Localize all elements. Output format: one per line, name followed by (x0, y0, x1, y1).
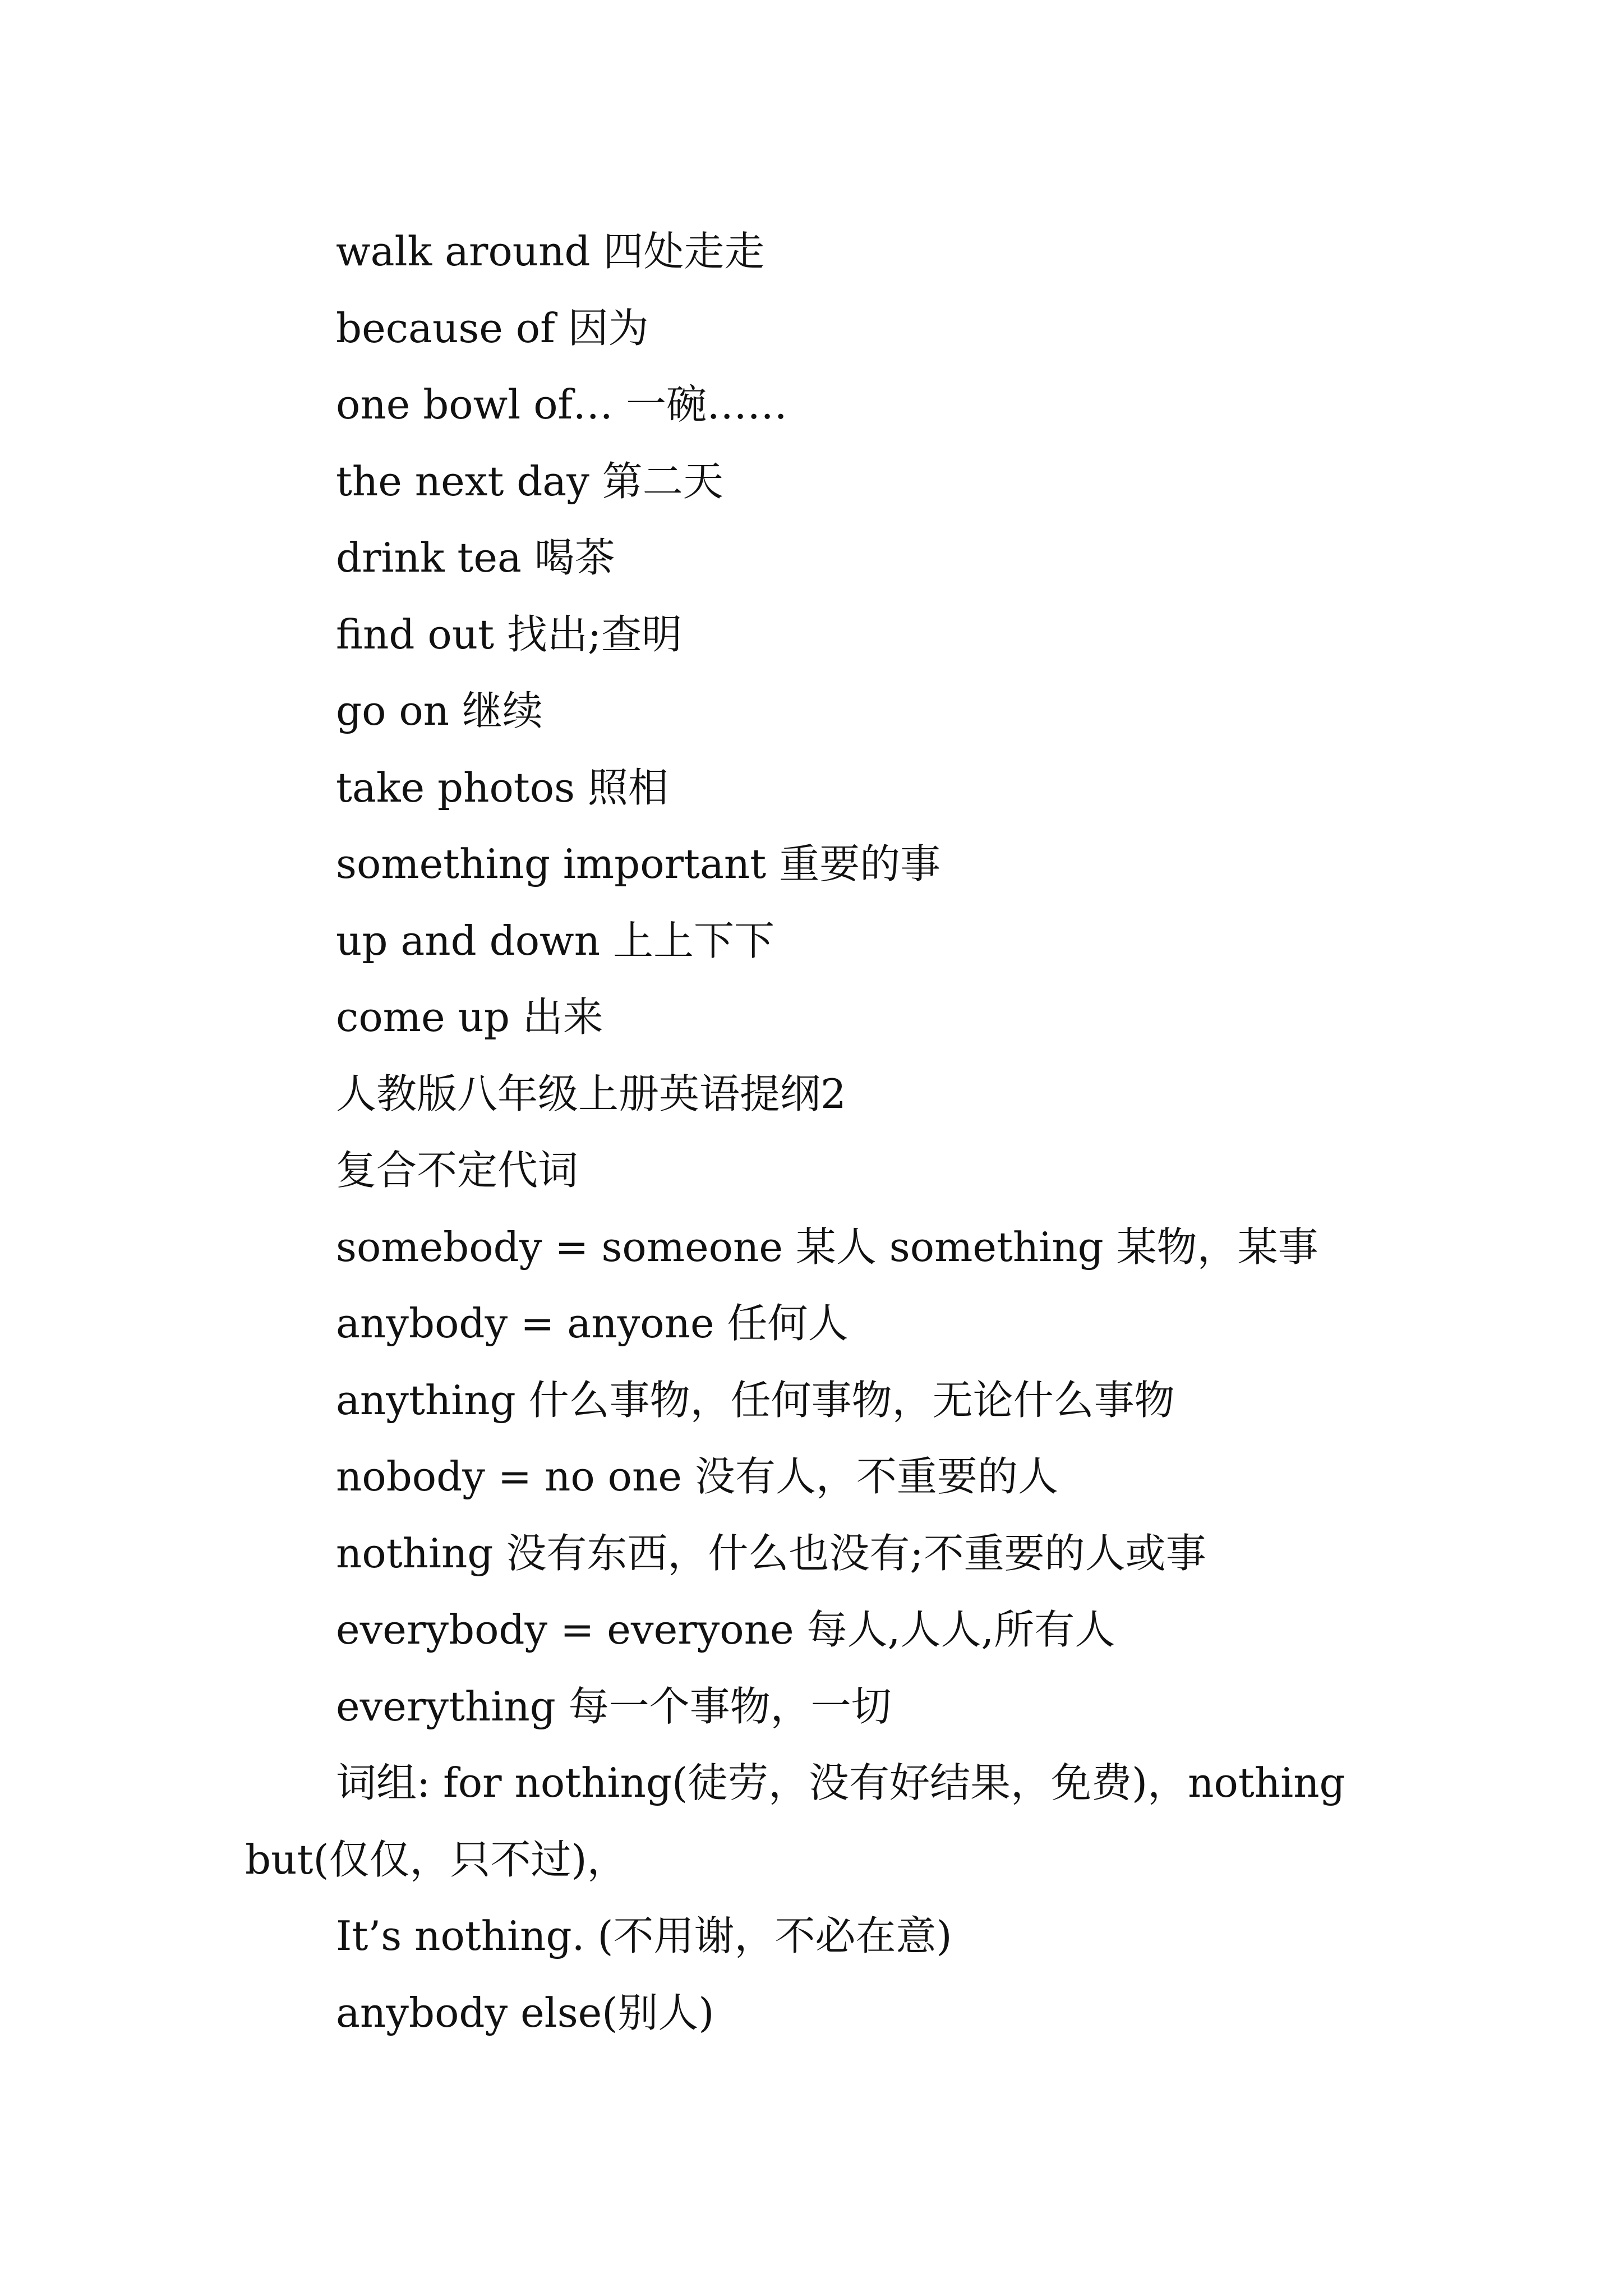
text-line: take photos 照相 (336, 763, 668, 811)
text-line: come up 出来 (336, 993, 603, 1041)
subsection-heading: 复合不定代词 (336, 1147, 579, 1194)
text-line: walk around 四处走走 (336, 228, 765, 275)
text-line: nobody = no one 没有人，不重要的人 (336, 1453, 1058, 1500)
text-line: drink tea 喝茶 (336, 534, 615, 581)
text-line: something important 重要的事 (336, 840, 941, 887)
document-body (245, 213, 1395, 2051)
text-line: It’s nothing. (不用谢，不必在意) (336, 1912, 952, 1959)
text-line: find out 找出;查明 (336, 610, 683, 658)
text-line: the next day 第二天 (336, 457, 723, 505)
text-line: one bowl of… 一碗…… (336, 381, 788, 428)
text-line: nothing 没有东西，什么也没有;不重要的人或事 (336, 1529, 1206, 1577)
text-line: everybody = everyone 每人,人人,所有人 (336, 1606, 1115, 1653)
text-line: go on 继续 (336, 687, 543, 734)
text-line: anybody = anyone 任何人 (336, 1300, 849, 1347)
text-line: because of 因为 (336, 304, 649, 352)
text-line: somebody = someone 某人 something 某物，某事 (336, 1223, 1318, 1271)
text-line: everything 每一个事物，一切 (336, 1682, 892, 1730)
section-heading: 人教版八年级上册英语提纲2 (336, 1070, 846, 1117)
text-line: up and down 上上下下 (336, 917, 774, 964)
text-line: anything 什么事物，任何事物，无论什么事物 (336, 1376, 1175, 1424)
text-line: anybody else(别人) (336, 1989, 714, 2036)
phrases-paragraph: 词组: for nothing(徒劳，没有好结果，免费)，nothing but(仅仅，只不过)， (245, 1759, 1345, 1883)
